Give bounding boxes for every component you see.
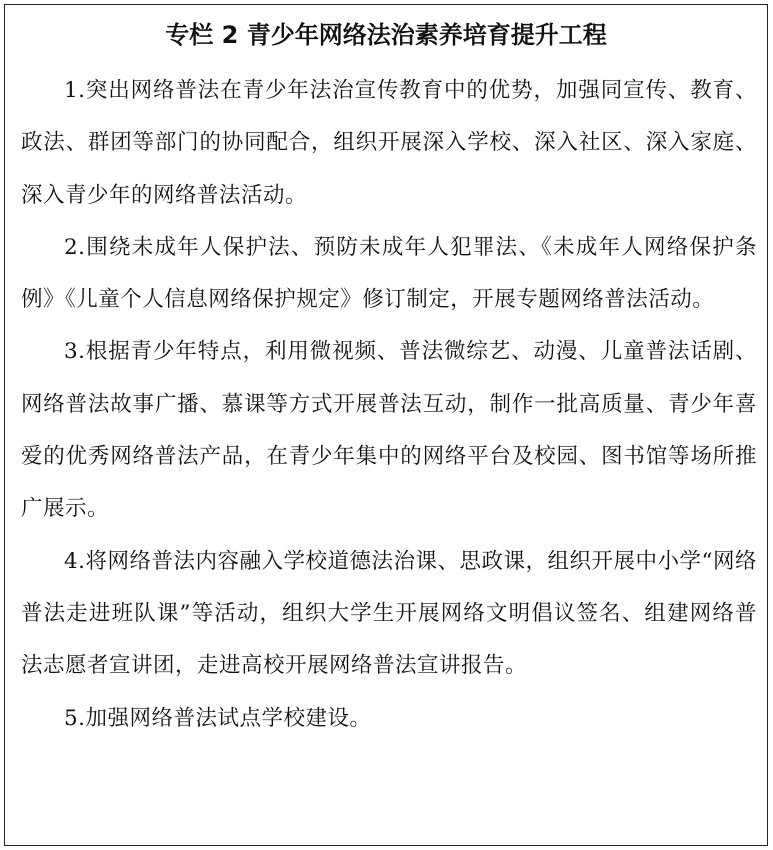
column-box (4, 4, 768, 846)
box-title: 专栏 2 青少年网络法治素养培育提升工程 (165, 21, 607, 49)
paragraph-1: 1.突出网络普法在青少年法治宣传教育中的优势，加强同宣传、教育、政法、群团等部门的协同配合，组织开展深入学校、深入社区、深入家庭、深入青少年的网络普法活动。 (21, 78, 757, 208)
paragraph-2: 2.围绕未成年人保护法、预防未成年人犯罪法、《未成年人网络保护条例》《儿童个人信息网络保护规定》修订制定，开展专题网络普法活动。 (21, 234, 757, 313)
paragraph-3: 3.根据青少年特点，利用微视频、普法微综艺、动漫、儿童普法话剧、网络普法故事广播、慕课等方式开展普法互动，制作一批高质量、青少年喜爱的优秀网络普法产品，在青少年集中的网络平台及校园、图书馆等场所推广展示。 (21, 339, 757, 522)
paragraph-4: 4.将网络普法内容融入学校道德法治课、思政课，组织开展中小学“网络普法走进班队课”等活动，组织大学生开展网络文明倡议签名、组建网络普法志愿者宣讲团，走进高校开展网络普法宣讲报告。 (21, 548, 758, 679)
paragraph-5: 5.加强网络普法试点学校建设。 (64, 705, 372, 731)
box-body (21, 65, 757, 745)
